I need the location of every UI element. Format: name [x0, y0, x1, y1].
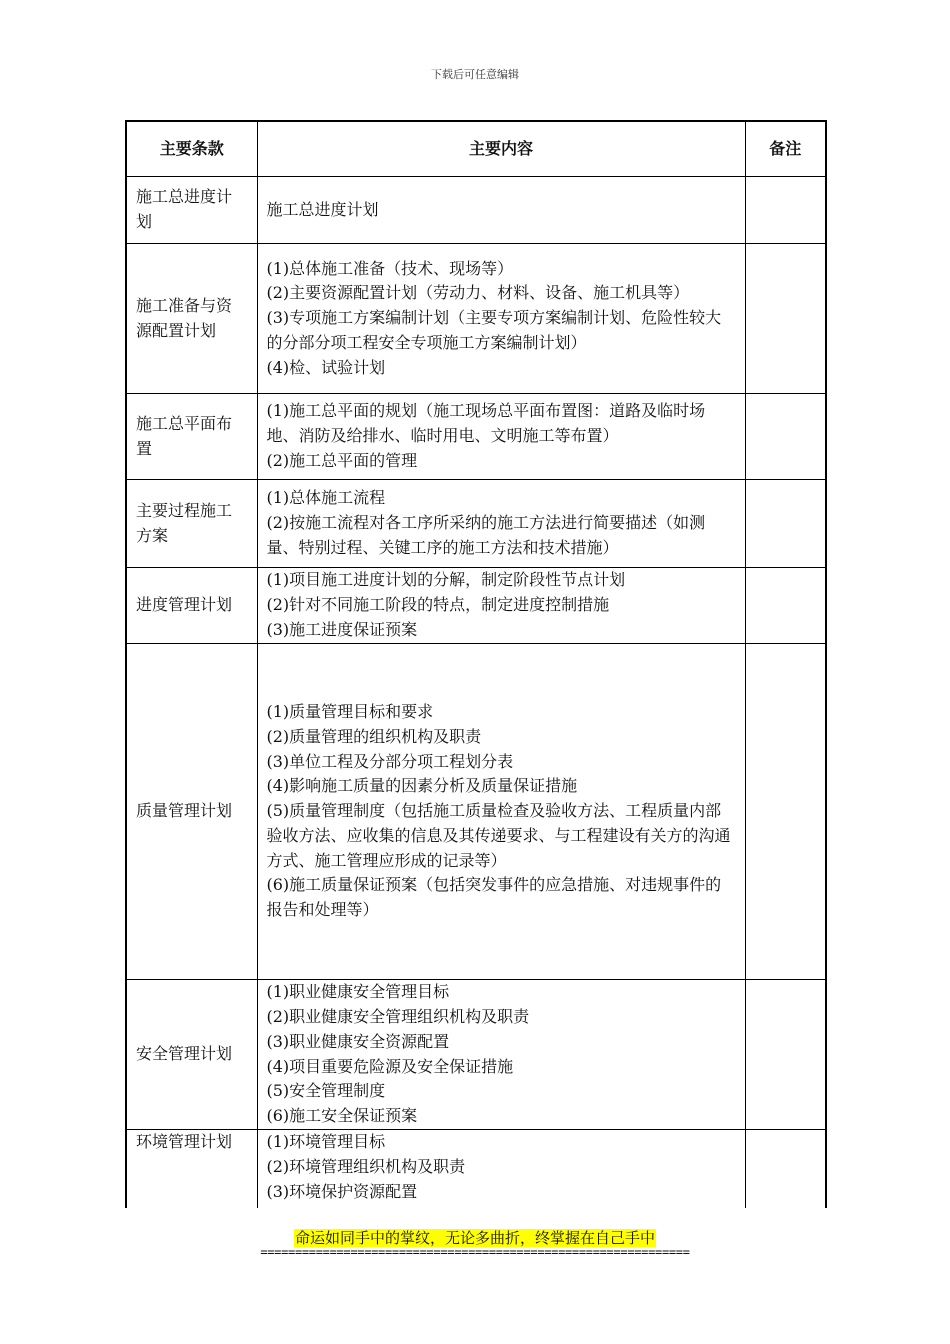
content-cell — [257, 568, 745, 644]
footer-motto-text: 命运如同手中的掌纹，无论多曲折，终掌握在自己手中 — [294, 1229, 655, 1247]
content-line: (2)质量管理的组织机构及职责 — [266, 726, 482, 746]
content-line: (1)职业健康安全管理目标 — [266, 982, 450, 1002]
note-cell — [745, 394, 826, 480]
content-line: (4)影响施工质量的因素分析及质量保证措施 — [266, 776, 578, 796]
content-line: (5)质量管理制度（包括施工质量检查及验收方法、工程质量内部验收方法、应收集的信息及其传递要求、与工程建设有关方的沟通方式、施工管理应形成的记录等） — [266, 801, 731, 870]
table-row — [126, 244, 826, 394]
clause-cell: 施工准备与资源配置计划 — [126, 244, 257, 394]
content-cell — [257, 244, 745, 394]
content-cell — [257, 1130, 745, 1208]
content-line: (1)环境管理目标 — [266, 1132, 386, 1151]
content-line: (1)总体施工准备（技术、现场等） — [266, 258, 514, 278]
content-line: (3)施工进度保证预案 — [266, 619, 418, 639]
table-row — [126, 177, 826, 244]
content-cell — [257, 480, 745, 568]
content-line: (4)项目重要危险源及安全保证措施 — [266, 1056, 514, 1076]
note-cell — [745, 644, 826, 980]
table-row — [126, 980, 826, 1130]
content-line: (2)环境管理组织机构及职责 — [266, 1156, 466, 1176]
content-line: (6)施工质量保证预案（包括突发事件的应急措施、对违规事件的报告和处理等） — [266, 875, 722, 920]
note-cell — [745, 177, 826, 244]
content-line: (3)职业健康安全资源配置 — [266, 1031, 450, 1051]
content-line: (1)总体施工流程 — [266, 488, 386, 508]
note-cell — [745, 568, 826, 644]
content-line: (2)施工总平面的管理 — [266, 450, 418, 470]
table-row — [126, 568, 826, 644]
construction-plan-table — [125, 120, 827, 1208]
clause-cell: 施工总平面布置 — [126, 394, 257, 480]
content-line: (2)针对不同施工阶段的特点，制定进度控制措施 — [266, 595, 610, 615]
footer-rule: ============================================================== — [260, 1245, 690, 1259]
clause-cell: 主要过程施工方案 — [126, 480, 257, 568]
note-cell — [745, 244, 826, 394]
content-line: (3)单位工程及分部分项工程划分表 — [266, 751, 514, 771]
content-line: (2)按施工流程对各工序所采纳的施工方法进行简要描述（如测量、特别过程、关键工序的施工方法和技术措施） — [266, 513, 706, 557]
clause-cell: 施工总进度计划 — [126, 177, 257, 244]
content-line: (2)职业健康安全管理组织机构及职责 — [266, 1006, 530, 1026]
content-line: 施工总进度计划 — [266, 199, 379, 219]
table-row — [126, 480, 826, 568]
content-line: (1)质量管理目标和要求 — [266, 701, 434, 721]
note-cell — [745, 480, 826, 568]
clause-cell: 安全管理计划 — [126, 980, 257, 1130]
content-line: (1)项目施工进度计划的分解，制定阶段性节点计划 — [266, 570, 626, 590]
table-row — [126, 394, 826, 480]
content-line: (4)检、试验计划 — [266, 357, 386, 377]
clause-cell: 质量管理计划 — [126, 644, 257, 980]
content-line: (1)施工总平面的规划（施工现场总平面布置图：道路及临时场地、消防及给排水、临时用电、文明施工等布置） — [266, 401, 706, 446]
content-line: (6)施工安全保证预案 — [266, 1106, 418, 1126]
content-line: (2)主要资源配置计划（劳动力、材料、设备、施工机具等） — [266, 283, 690, 303]
table-header-row — [126, 121, 826, 177]
content-line: (5)安全管理制度 — [266, 1081, 386, 1101]
clause-cell: 环境管理计划 — [126, 1130, 257, 1208]
note-cell — [745, 1130, 826, 1208]
header-content: 主要内容 — [257, 121, 745, 177]
clause-cell: 进度管理计划 — [126, 568, 257, 644]
header-note: 备注 — [745, 121, 826, 177]
note-cell — [745, 980, 826, 1130]
content-line: (3)环境保护资源配置 — [266, 1181, 418, 1201]
content-line: (3)专项施工方案编制计划（主要专项方案编制计划、危险性较大的分部分项工程安全专项施工方案编制计划） — [266, 308, 722, 352]
content-cell — [257, 980, 745, 1130]
table-row — [126, 1130, 826, 1208]
table-row — [126, 644, 826, 980]
content-cell — [257, 177, 745, 244]
header-clause: 主要条款 — [126, 121, 257, 177]
content-cell — [257, 644, 745, 980]
table-body — [126, 177, 826, 1208]
content-cell — [257, 394, 745, 480]
header-note: 下载后可任意编辑 — [431, 68, 519, 81]
